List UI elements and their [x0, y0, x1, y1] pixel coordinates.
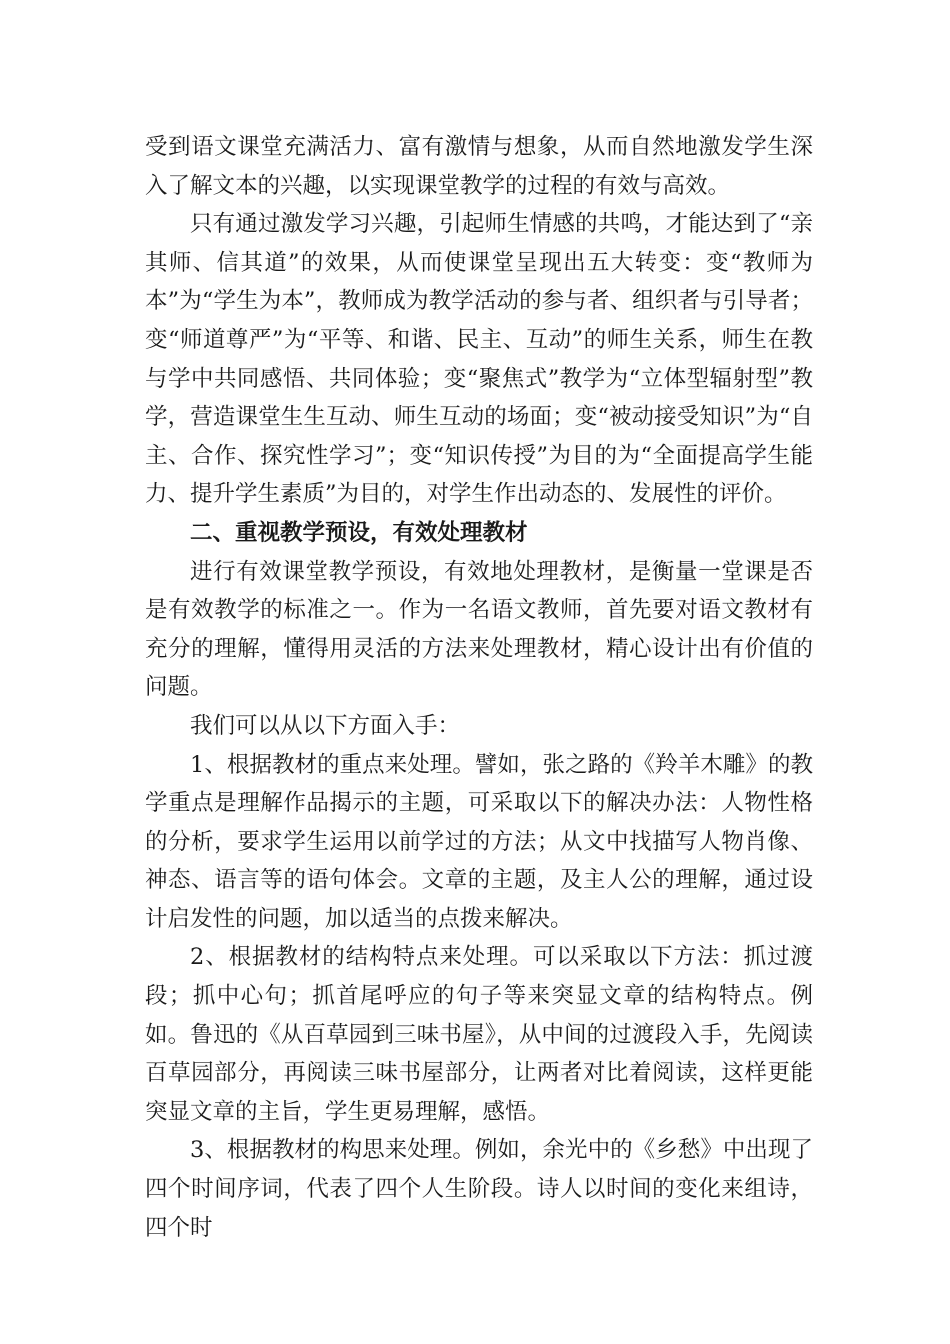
- paragraph-five-transformations: 只有通过激发学习兴趣，引起师生情感的共鸣，才能达到了“亲其师、信其道”的效果，从而使课堂呈现出五大转变：变“教师为本”为“学生为本”，教师成为教学活动的参与者、组织者与引导者；变“师道尊严”为“平等、和谐、民主、互动”的师生关系，师生在教与学中共同感悟、共同体验；变“聚焦式”教学为“立体型辐射型”教学，营造课堂生生互动、师生互动的场面；变“被动接受知识”为“自主、合作、探究性学习”；变“知识传授”为目的为“全面提高学生能力、提升学生素质”为目的，对学生作出动态的、发展性的评价。: [145, 211, 813, 508]
- section-heading: 二、重视教学预设，有效处理教材: [190, 519, 528, 546]
- list-item-structure: 2、根据教材的结构特点来处理。可以采取以下方法：抓过渡段；抓中心句；抓首尾呼应的句子等来突显文章的结构特点。例如。鲁迅的《从百草园到三味书屋》，从中间的过渡段入手，先阅读百草园部分，再阅读三味书屋部分，让两者对比着阅读，这样更能突显文章的主旨，学生更易理解，感悟。: [145, 944, 813, 1125]
- paragraph-approach-intro: 我们可以从以下方面入手：: [190, 712, 461, 739]
- paragraph-teaching-preset: 进行有效课堂教学预设，有效地处理教材，是衡量一堂课是否是有效教学的标准之一。作为一名语文教师，首先要对语文教材有充分的理解，懂得用灵活的方法来处理教材，精心设计出有价值的问题。: [145, 558, 813, 701]
- document-body: [145, 128, 813, 1247]
- list-item-conception: 3、根据教材的构思来处理。例如，余光中的《乡愁》中出现了四个时间序词，代表了四个人生阶段。诗人以时间的变化来组诗，四个时: [145, 1137, 813, 1241]
- paragraph-continuation: 受到语文课堂充满活力、富有激情与想象，从而自然地激发学生深入了解文本的兴趣，以实现课堂教学的过程的有效与高效。: [145, 134, 813, 199]
- list-item-key-points: 1、根据教材的重点来处理。譬如，张之路的《羚羊木雕》的教学重点是理解作品揭示的主题，可采取以下的解决办法：人物性格的分析，要求学生运用以前学过的方法；从文中找描写人物肖像、神态、语言等的语句体会。文章的主题，及主人公的理解，通过设计启发性的问题，加以适当的点拨来解决。: [145, 751, 813, 932]
